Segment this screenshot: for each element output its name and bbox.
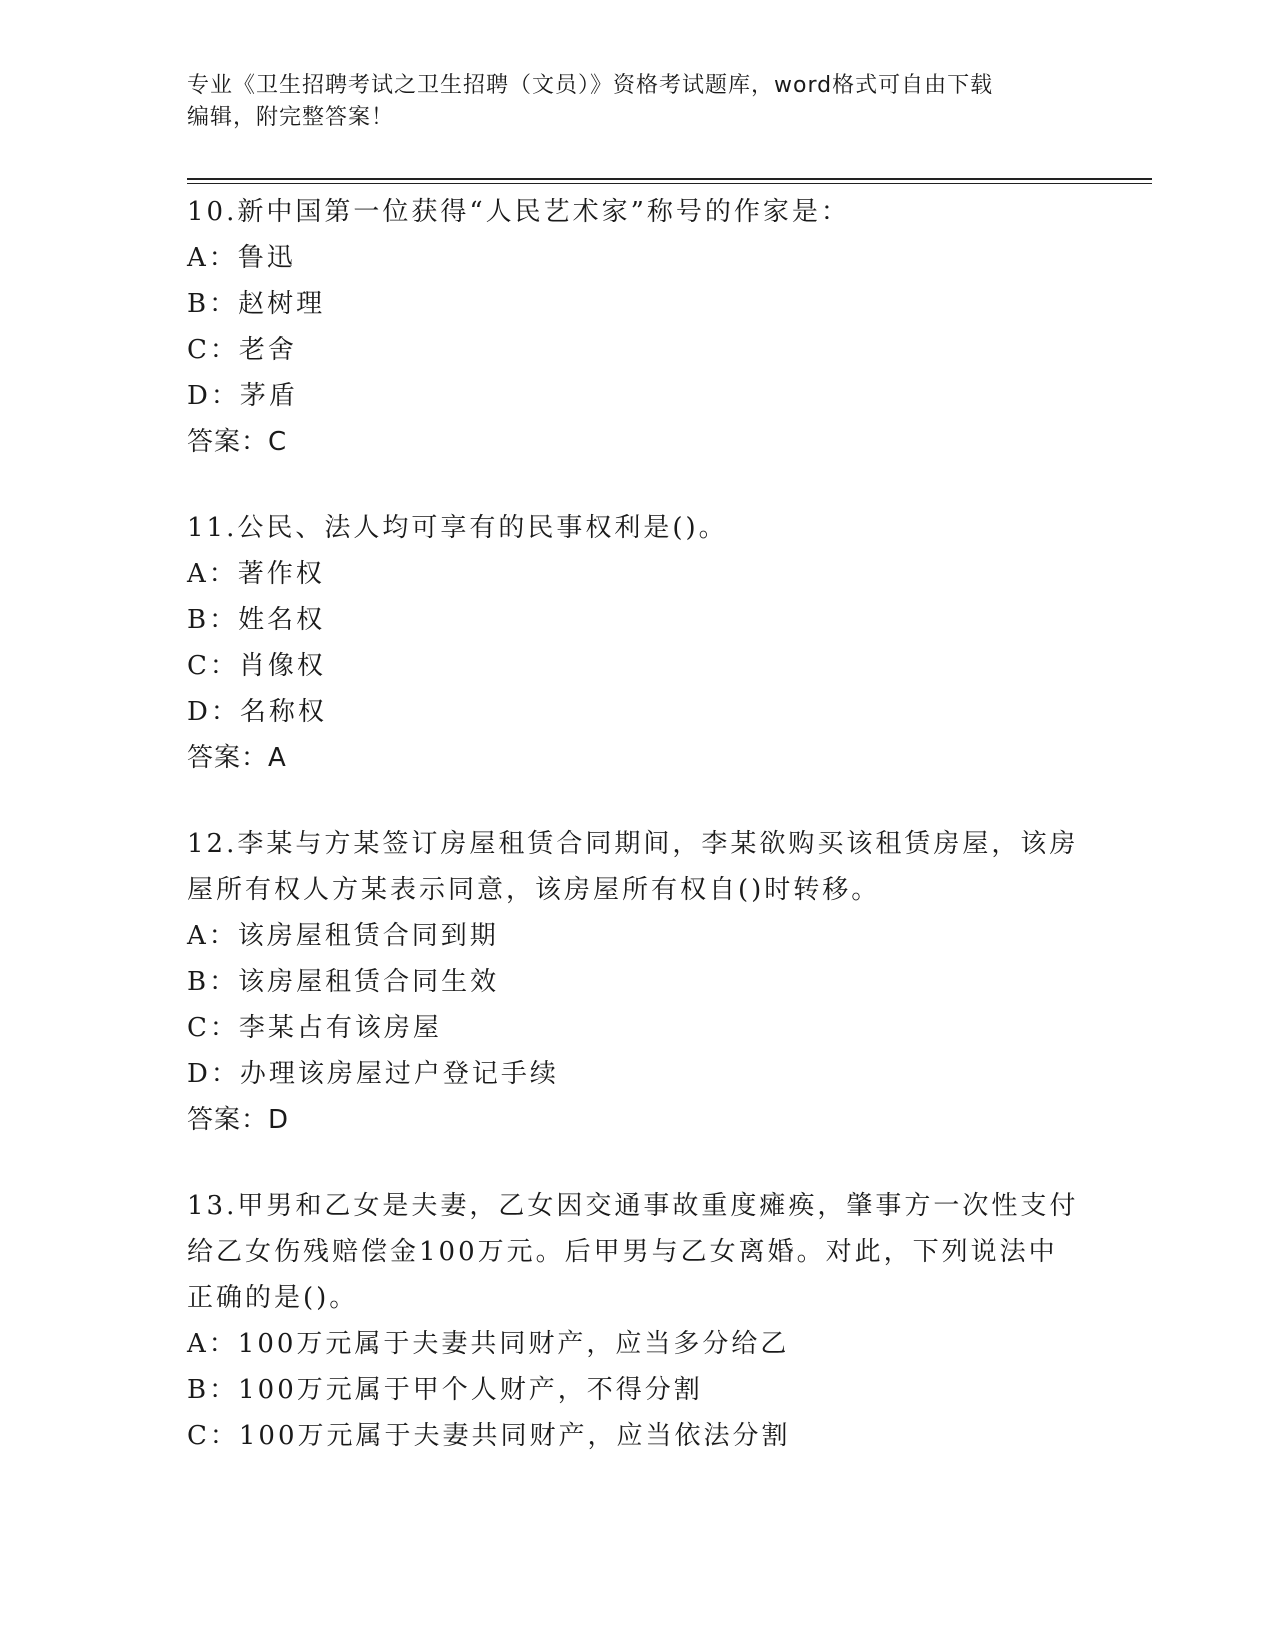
question-stem-line-1: 13.甲男和乙女是夫妻，乙女因交通事故重度瘫痪，肇事方一次性支付 [187,1191,1079,1221]
option-c: C：李某占有该房屋 [187,1013,442,1043]
option-a: A：鲁迅 [187,243,296,273]
option-d: D：办理该房屋过户登记手续 [187,1059,559,1089]
option-b: B：姓名权 [187,605,326,635]
question-list [187,189,1087,1499]
option-a: A：100万元属于夫妻共同财产，应当多分给乙 [187,1329,790,1359]
option-a: A：该房屋租赁合同到期 [187,921,499,951]
option-c: C：肖像权 [187,651,326,681]
option-d: D：名称权 [187,697,327,727]
question-stem-line-2: 给乙女伤残赔偿金100万元。后甲男与乙女离婚。对此，下列说法中 [187,1237,1058,1267]
question-11 [187,505,1087,781]
option-b: B：赵树理 [187,289,326,319]
question-stem-line-3: 正确的是()。 [187,1283,359,1313]
question-10 [187,189,1087,465]
question-stem-line-1: 12.李某与方某签订房屋租赁合同期间，李某欲购买该租赁房屋，该房 [187,829,1079,859]
question-stem-line-2: 屋所有权人方某表示同意，该房屋所有权自()时转移。 [187,875,881,905]
option-c: C：100万元属于夫妻共同财产，应当依法分割 [187,1421,791,1451]
header-line-1: 专业《卫生招聘考试之卫生招聘（文员）》资格考试题库，word格式可自由下载 [187,73,994,98]
option-c: C：老舍 [187,335,297,365]
header-line-2: 编辑，附完整答案！ [187,105,395,130]
option-d: D：茅盾 [187,381,298,411]
option-b: B：100万元属于甲个人财产，不得分割 [187,1375,703,1405]
option-b: B：该房屋租赁合同生效 [187,967,500,997]
header-divider-thick [187,178,1152,180]
document-header [187,70,1067,134]
question-stem: 10.新中国第一位获得“人民艺术家”称号的作家是： [187,197,850,227]
question-12 [187,821,1087,1143]
answer-line: 答案：D [187,1105,290,1135]
question-stem: 11.公民、法人均可享有的民事权利是()。 [187,513,728,543]
option-a: A：著作权 [187,559,325,589]
answer-line: 答案：A [187,743,287,773]
question-13 [187,1183,1087,1459]
header-divider-thin [187,183,1152,184]
answer-line: 答案：C [187,427,288,457]
